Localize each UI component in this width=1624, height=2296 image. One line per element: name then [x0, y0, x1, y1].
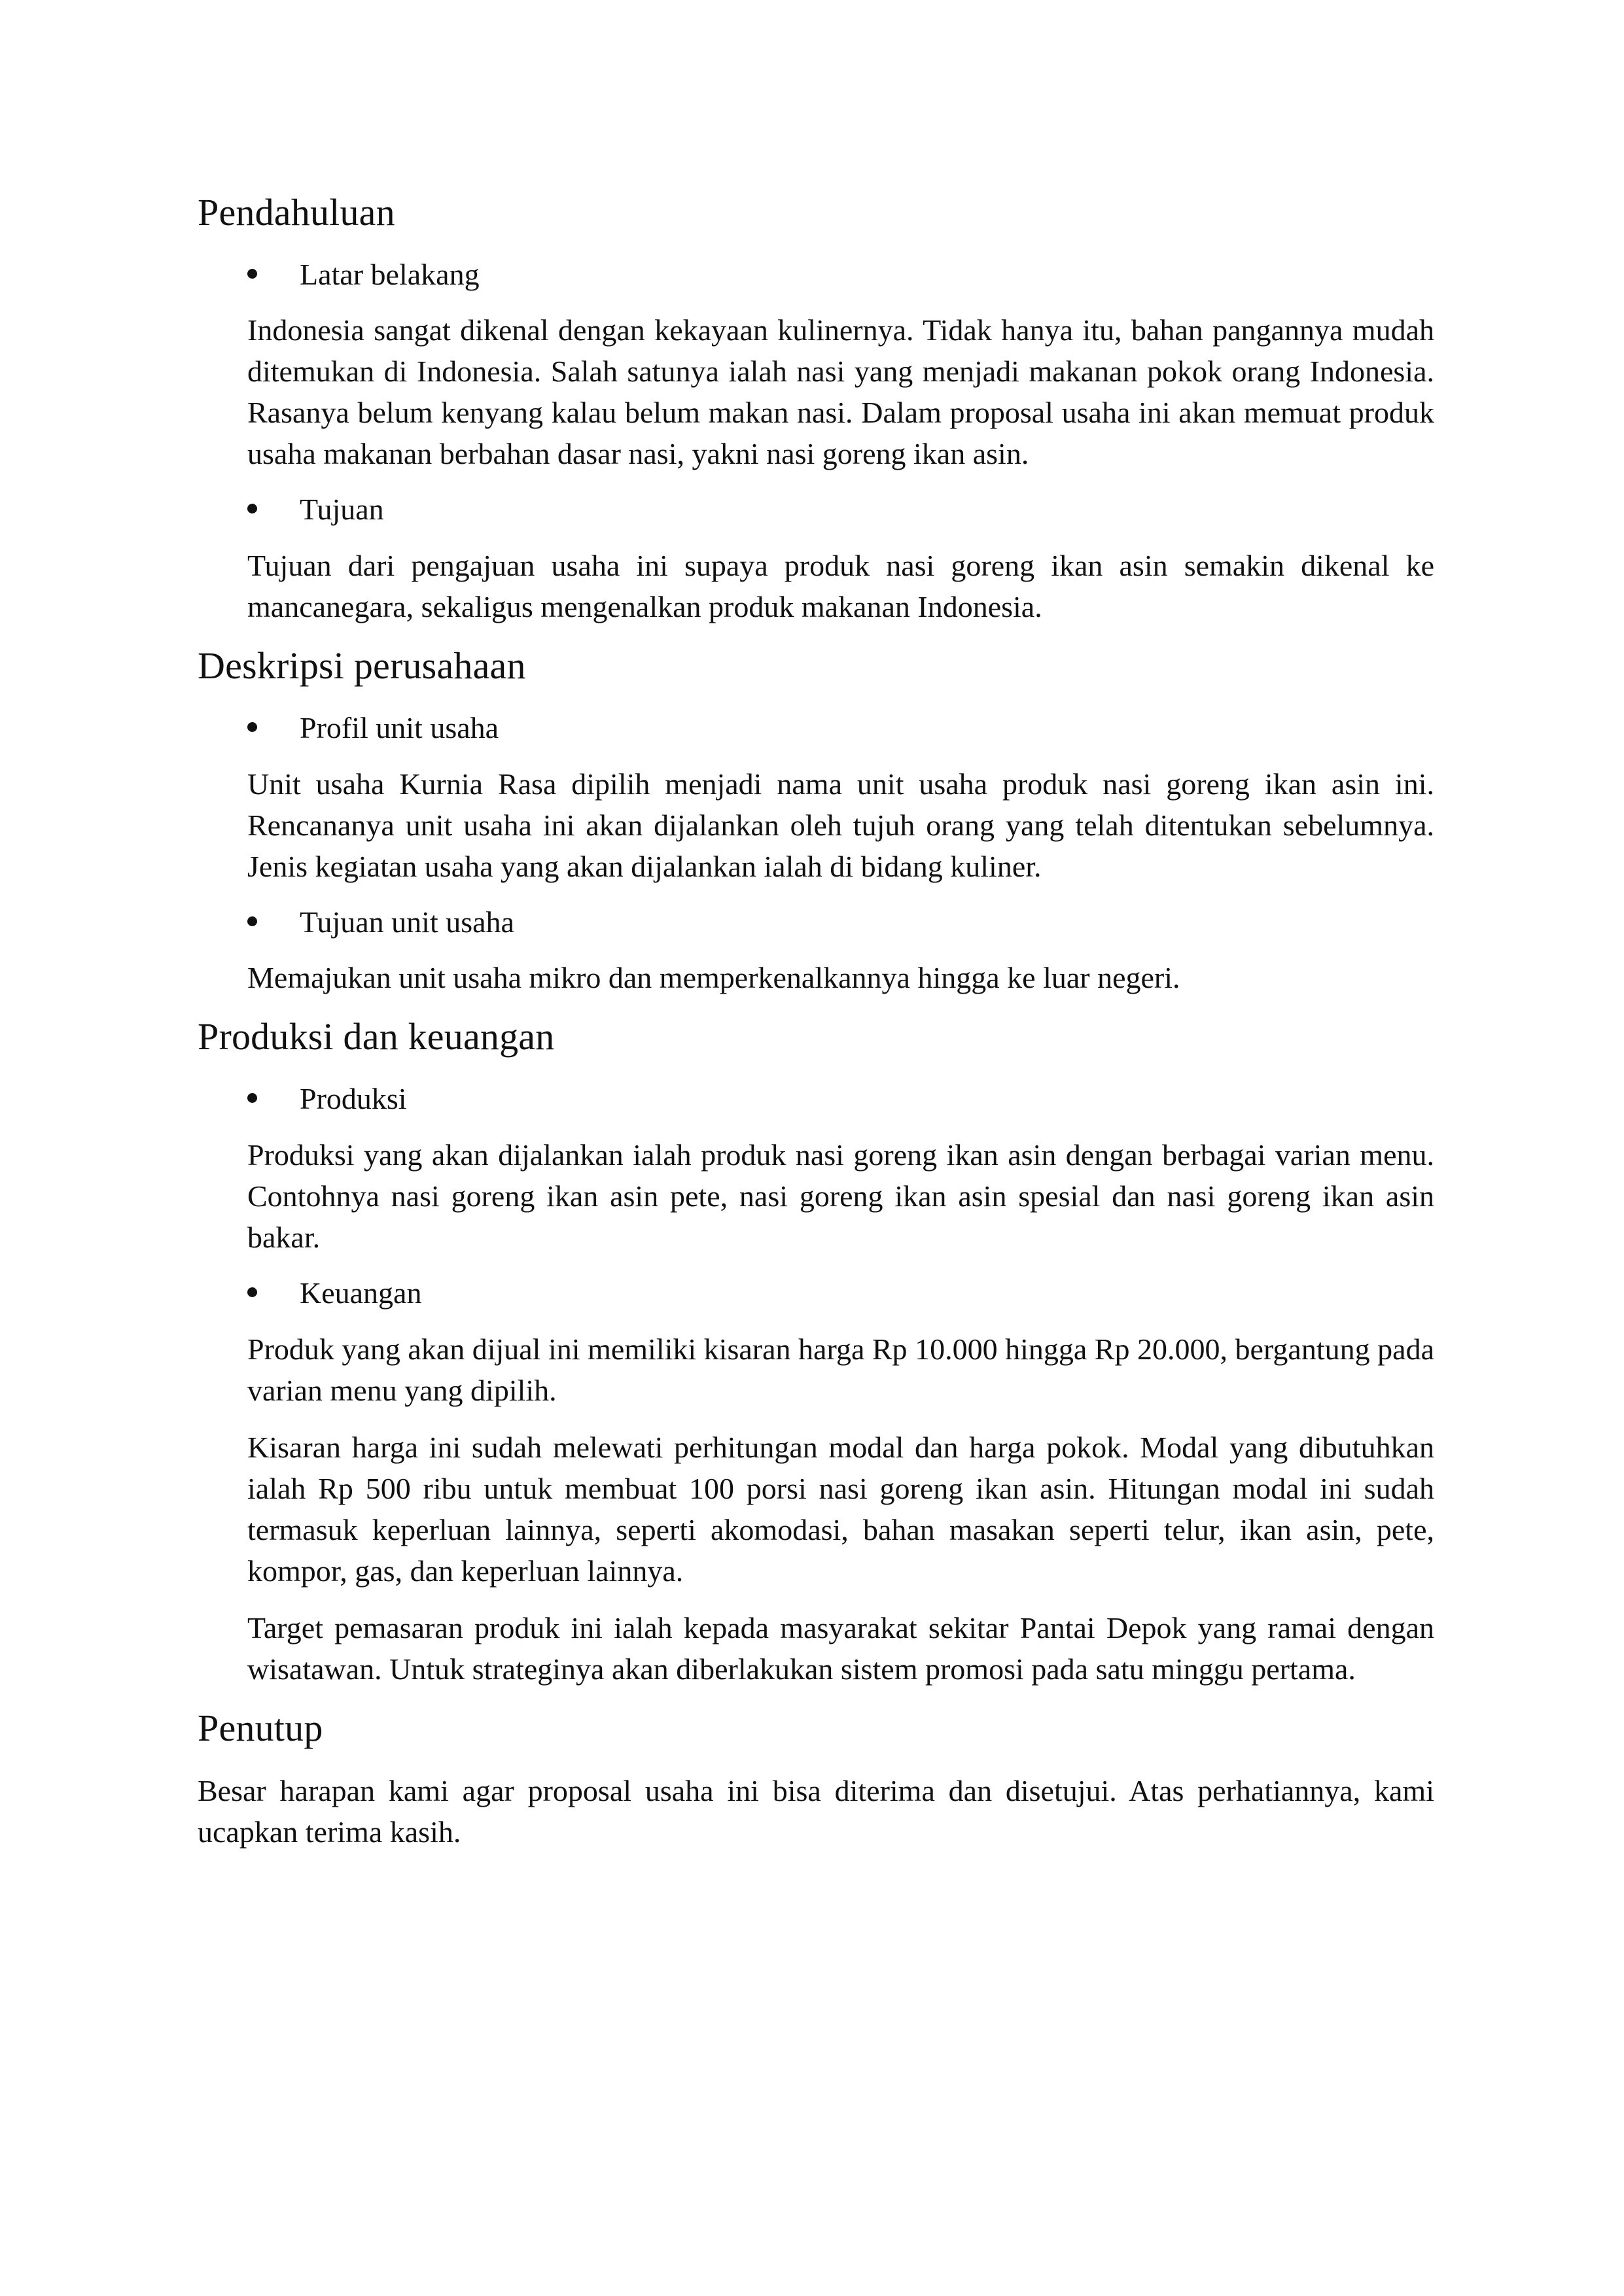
bullet-dot-icon [247, 504, 257, 513]
paragraph-produksi: Produksi yang akan dijalankan ialah produk nasi goreng ikan asin dengan berbagai varian menu. Contohnya nasi goreng ikan asin pete, nasi goreng ikan asin spesial dan nasi goreng ikan asin bakar. [247, 1138, 1434, 1254]
bullet-dot-icon [247, 269, 257, 279]
bullet-label: Tujuan [300, 493, 384, 527]
paragraph-keuangan-modal: Kisaran harga ini sudah melewati perhitungan modal dan harga pokok. Modal yang dibutuhkan ialah Rp 500 ribu untuk membuat 100 porsi nasi goreng ikan asin. Hitungan modal ini sudah termasuk keperluan lainnya, seperti akomodasi, bahan masakan seperti telur, ikan asin, pete, kompor, gas, dan keperluan lainnya. [247, 1430, 1434, 1588]
bullet-label: Produksi [300, 1081, 407, 1115]
bullet-label: Latar belakang [300, 257, 480, 291]
bullet-dot-icon [247, 1287, 257, 1297]
bullet-label: Tujuan unit usaha [300, 905, 514, 939]
section-heading-pendahuluan: Pendahuluan [198, 191, 395, 234]
paragraph-keuangan-harga: Produk yang akan dijual ini memiliki kisaran harga Rp 10.000 hingga Rp 20.000, bergantung pada varian menu yang dipilih. [247, 1332, 1434, 1407]
document-body [198, 190, 1434, 1868]
paragraph-latar-belakang: Indonesia sangat dikenal dengan kekayaan kulinernya. Tidak hanya itu, bahan pangannya mudah ditemukan di Indonesia. Salah satunya ialah nasi yang menjadi makanan pokok orang Indonesia. Rasanya belum kenyang kalau belum makan nasi. Dalam proposal usaha ini akan memuat produk usaha makanan berbahan dasar nasi, yakni nasi goreng ikan asin. [247, 313, 1434, 471]
bullet-dot-icon [247, 1093, 257, 1103]
bullet-tujuan-unit-usaha [247, 903, 1434, 942]
section-heading-produksi-dan-keuangan: Produksi dan keuangan [198, 1015, 555, 1058]
bullet-profil-unit-usaha [247, 708, 1434, 748]
bullet-tujuan [247, 490, 1434, 529]
bullet-label: Keuangan [300, 1276, 422, 1310]
bullet-dot-icon [247, 722, 257, 732]
bullet-dot-icon [247, 916, 257, 926]
bullet-produksi [247, 1079, 1434, 1119]
section-heading-penutup: Penutup [198, 1706, 323, 1749]
bullet-label: Profil unit usaha [300, 710, 499, 744]
bullet-keuangan [247, 1274, 1434, 1313]
paragraph-tujuan-unit-usaha: Memajukan unit usaha mikro dan memperkenalkannya hingga ke luar negeri. [247, 961, 1180, 995]
paragraph-keuangan-pemasaran: Target pemasaran produk ini ialah kepada masyarakat sekitar Pantai Depok yang ramai dengan wisatawan. Untuk strateginya akan diberlakukan sistem promosi pada satu minggu pertama. [247, 1610, 1434, 1686]
paragraph-penutup: Besar harapan kami agar proposal usaha ini bisa diterima dan disetujui. Atas perhatiannya, kami ucapkan terima kasih. [198, 1774, 1434, 1849]
section-heading-deskripsi-perusahaan: Deskripsi perusahaan [198, 644, 526, 687]
bullet-latar-belakang [247, 255, 1434, 294]
paragraph-tujuan: Tujuan dari pengajuan usaha ini supaya produk nasi goreng ikan asin semakin dikenal ke mancanegara, sekaligus mengenalkan produk makanan Indonesia. [247, 549, 1434, 624]
paragraph-profil-unit-usaha: Unit usaha Kurnia Rasa dipilih menjadi nama unit usaha produk nasi goreng ikan asin ini. Rencananya unit usaha ini akan dijalankan oleh tujuh orang yang telah ditentukan sebelumnya. Jenis kegiatan usaha yang akan dijalankan ialah di bidang kuliner. [247, 767, 1434, 883]
